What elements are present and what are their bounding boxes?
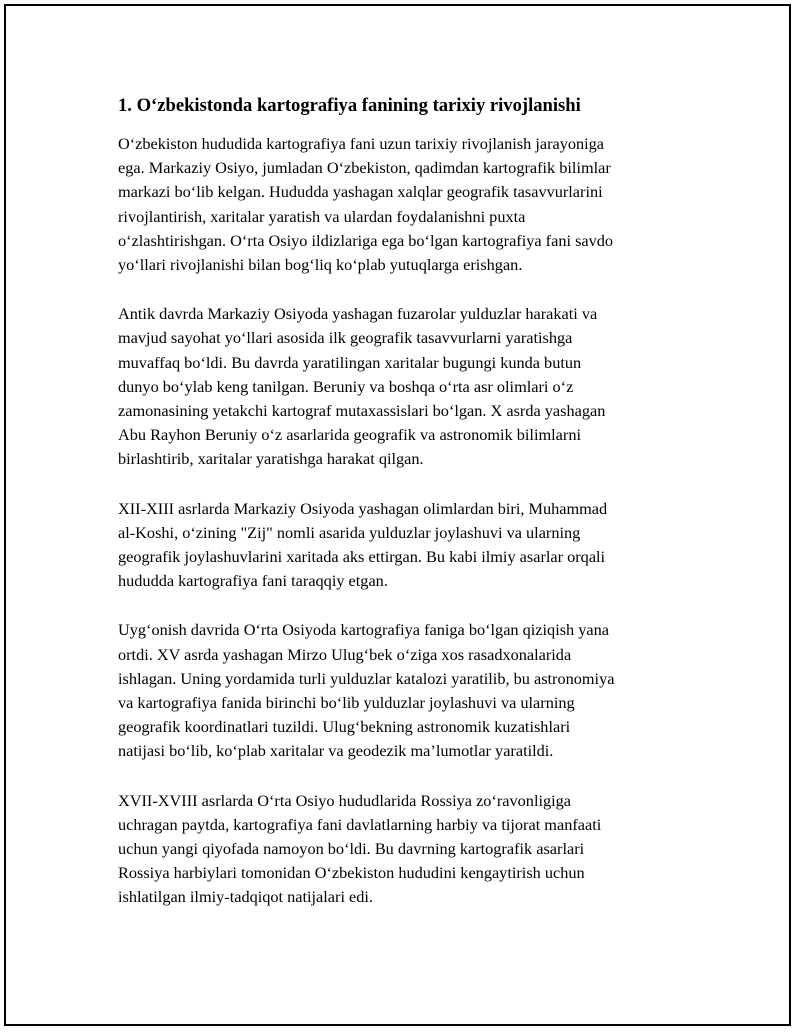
paragraph-5 <box>118 789 693 910</box>
text-line: natijasi bo‘lib, ko‘plab xaritalar va geodezik ma’lumotlar yaratildi. <box>118 741 554 761</box>
paragraph-1 <box>118 132 693 277</box>
text-line: uchragan paytda, kartografiya fani davlatlarning harbiy va tijorat manfaati <box>118 814 602 834</box>
text-line: Uyg‘onish davrida O‘rta Osiyoda kartografiya faniga bo‘lgan qiziqish yana <box>118 620 609 640</box>
paragraph-3 <box>118 497 693 594</box>
text-line: O‘zbekiston hududida kartografiya fani uzun tarixiy rivojlanish jarayoniga <box>118 134 605 153</box>
text-line: o‘zlashtirishgan. O‘rta Osiyo ildizlariga ega bo‘lgan kartografiya fani savdo <box>118 230 614 250</box>
paragraph-2 <box>118 302 693 471</box>
text-line: birlashtirib, xaritalar yaratishga harakat qilgan. <box>118 449 424 469</box>
text-line: ishlatilgan ilmiy-tadqiqot natijalari edi. <box>118 887 374 907</box>
section-heading: 1. O‘zbekistonda kartografiya fanining tarixiy rivojlanishi <box>118 95 581 116</box>
text-line: Antik davrda Markaziy Osiyoda yashagan fuzarolar yulduzlar harakati va <box>118 304 598 324</box>
text-line: markazi bo‘lib kelgan. Hududda yashagan xalqlar geografik tasavvurlarini <box>118 182 603 202</box>
text-line: Abu Rayhon Beruniy o‘z asarlarida geografik va astronomik bilimlarni <box>118 425 581 445</box>
text-line: uchun yangi qiyofada namoyon bo‘ldi. Bu davrning kartografik asarlari <box>118 839 585 859</box>
text-line: ortdi. XV asrda yashagan Mirzo Ulug‘bek o‘ziga xos rasadxonalarida <box>118 644 572 664</box>
text-line: yo‘llari rivojlanishi bilan bog‘liq ko‘plab yutuqlarga erishgan. <box>118 255 523 275</box>
text-line: va kartografiya fanida birinchi bo‘lib yulduzlar joylashuvi va ularning <box>118 693 575 713</box>
text-line: rivojlantirish, xaritalar yaratish va ulardan foydalanishni puxta <box>118 206 526 226</box>
text-line: al-Koshi, o‘zining "Zij" nomli asarida yulduzlar joylashuvi va ularning <box>118 522 581 542</box>
text-line: ishlagan. Uning yordamida turli yulduzlar katalozi yaratilib, bu astronomiya <box>118 668 615 688</box>
text-line: zamonasining yetakchi kartograf mutaxassislari bo‘lgan. X asrda yashagan <box>118 401 606 421</box>
text-line: geografik joylashuvlarini xaritada aks ettirgan. Bu kabi ilmiy asarlar orqali <box>118 547 606 567</box>
text-line: mavjud sayohat yo‘llari asosida ilk geografik tasavvurlarni yaratishga <box>118 328 573 348</box>
paragraph-4 <box>118 618 693 763</box>
text-line: ega. Markaziy Osiyo, jumladan O‘zbekiston, qadimdan kartografik bilimlar <box>118 158 611 178</box>
text-line: XII-XIII asrlarda Markaziy Osiyoda yashagan olimlardan biri, Muhammad <box>118 498 608 518</box>
text-line: hududda kartografiya fani taraqqiy etgan. <box>118 571 388 591</box>
text-line: dunyo bo‘ylab keng tanilgan. Beruniy va boshqa o‘rta asr olimlari o‘z <box>118 376 574 396</box>
text-line: muvaffaq bo‘ldi. Bu davrda yaratilingan xaritalar bugungi kunda butun <box>118 352 582 372</box>
text-line: geografik koordinatlari tuzildi. Ulug‘bekning astronomik kuzatishlari <box>118 717 571 737</box>
text-line: XVII-XVIII asrlarda O‘rta Osiyo hududlarida Rossiya zo‘ravonligiga <box>118 790 572 810</box>
document-body <box>118 94 693 935</box>
text-line: Rossiya harbiylari tomonidan O‘zbekiston hududini kengaytirish uchun <box>118 863 585 883</box>
